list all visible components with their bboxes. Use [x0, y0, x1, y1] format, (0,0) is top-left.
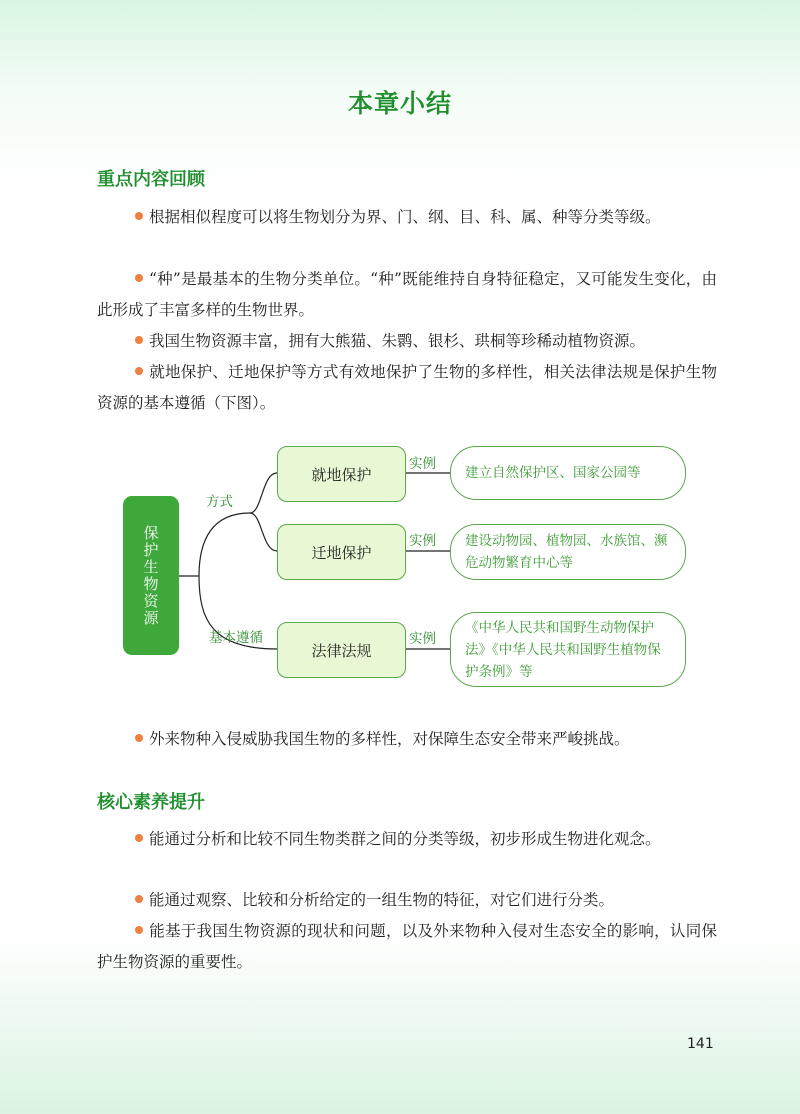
example-law: 《中华人民共和国野生动物保护法》《中华人民共和国野生植物保护条例》等: [450, 612, 686, 687]
label-example: 实例: [409, 456, 436, 472]
node-in-situ: 就地保护: [277, 446, 406, 502]
diagram-root-box: 保护生物资源: [123, 496, 179, 655]
label-method: 方式: [206, 494, 233, 510]
bullet-dot-icon: [135, 895, 143, 903]
bullet-dot-icon: [135, 367, 143, 375]
section-heading-key-review: 重点内容回顾: [97, 169, 205, 190]
example-ex-situ: 建设动物园、植物园、水族馆、濒危动物繁育中心等: [450, 524, 686, 580]
bullet-paragraph: 就地保护、迁地保护等方式有效地保护了生物的多样性，相关法律法规是保护生物资源的基本遵循（下图）。: [97, 363, 717, 412]
bullet-paragraph: 根据相似程度可以将生物划分为界、门、纲、目、科、属、种等分类等级。: [97, 202, 717, 233]
label-example: 实例: [409, 533, 436, 549]
bullet-paragraph: “种”是最基本的生物分类单位。“种”既能维持自身特征稳定，又可能发生变化，由此形成了丰富多样的生物世界。: [97, 270, 717, 319]
bullet-dot-icon: [135, 926, 143, 934]
label-basis: 基本遵循: [209, 630, 263, 646]
bullet-dot-icon: [135, 834, 143, 842]
node-law: 法律法规: [277, 622, 406, 678]
bullet-paragraph: 能通过观察、比较和分析给定的一组生物的特征，对它们进行分类。: [97, 885, 717, 916]
bullet-dot-icon: [135, 734, 143, 742]
bullet-dot-icon: [135, 336, 143, 344]
node-ex-situ: 迁地保护: [277, 524, 406, 580]
section-heading-core-literacy: 核心素养提升: [97, 792, 205, 813]
page-number: 141: [687, 1036, 714, 1052]
page-title: 本章小结: [347, 89, 452, 118]
label-example: 实例: [409, 631, 436, 647]
example-in-situ: 建立自然保护区、国家公园等: [450, 446, 686, 500]
bullet-paragraph: 外来物种入侵威胁我国生物的多样性，对保障生态安全带来严峻挑战。: [97, 724, 717, 755]
bullet-paragraph: 我国生物资源丰富，拥有大熊猫、朱鹮、银杉、珙桐等珍稀动植物资源。: [97, 326, 717, 357]
bullet-dot-icon: [135, 212, 143, 220]
bullet-paragraph: 能基于我国生物资源的现状和问题，以及外来物种入侵对生态安全的影响，认同保护生物资源的重要性。: [97, 922, 717, 971]
bullet-dot-icon: [135, 274, 143, 282]
bullet-paragraph: 能通过分析和比较不同生物类群之间的分类等级，初步形成生物进化观念。: [97, 824, 717, 855]
